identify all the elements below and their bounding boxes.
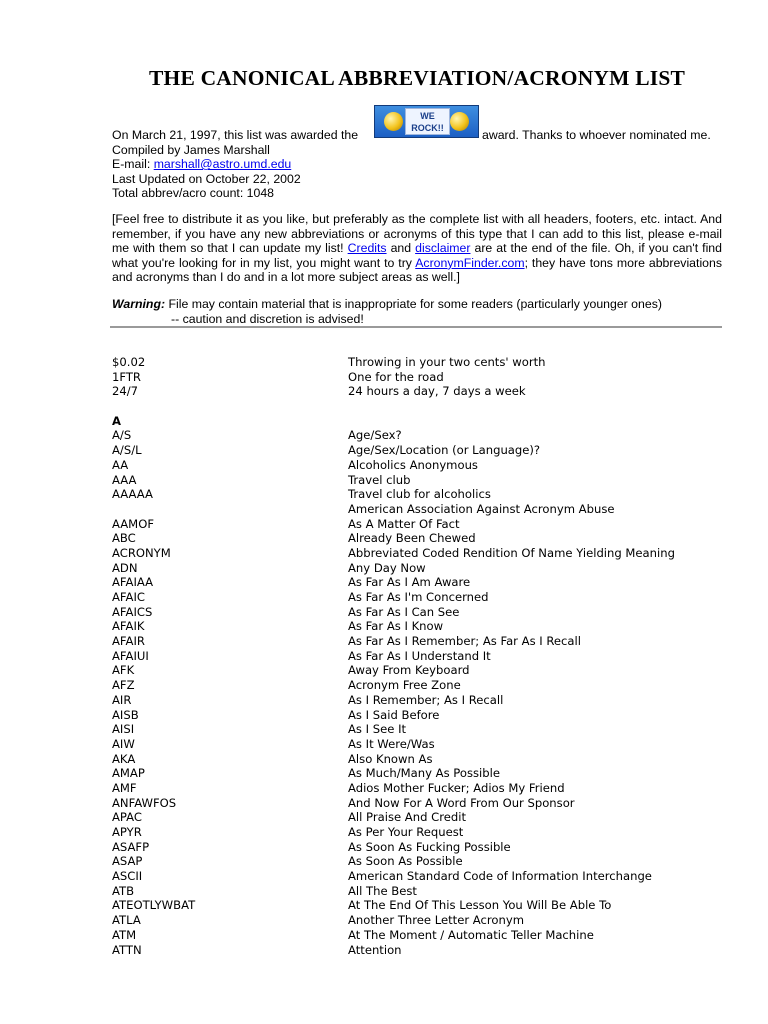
list-item: [112, 443, 541, 458]
abbreviation: ANFAWFOS: [112, 795, 177, 810]
list-item: [112, 575, 471, 590]
list-item: [112, 560, 426, 576]
abbreviation: AIW: [112, 736, 135, 751]
list-item: [112, 501, 615, 517]
disclaimer-link[interactable]: disclaimer: [415, 241, 471, 256]
abbreviation: AFAICS: [112, 604, 153, 619]
definition: All Praise And Credit: [348, 810, 466, 825]
abbreviation: AFAIR: [112, 634, 145, 649]
definition: Away From Keyboard: [348, 663, 470, 678]
abbreviation: ATB: [112, 883, 135, 898]
definition: As I See It: [348, 722, 407, 737]
list-item: [112, 355, 546, 370]
definition: At The Moment / Automatic Teller Machine: [348, 927, 594, 942]
header-info: [112, 111, 724, 201]
definition: As I Remember; As I Recall: [348, 692, 504, 707]
definition: As Far As I Remember; As Far As I Recall: [348, 634, 581, 649]
email-link[interactable]: marshall@astro.umd.edu: [153, 157, 292, 172]
definition: Adios Mother Fucker; Adios My Friend: [348, 780, 565, 795]
abbreviation: ATM: [112, 927, 137, 942]
definition: And Now For A Word From Our Sponsor: [348, 795, 575, 810]
abbreviation: ASCII: [112, 869, 143, 884]
definition: At The End Of This Lesson You Will Be Able To: [348, 898, 612, 913]
definition: Throwing in your two cents' worth: [348, 355, 546, 369]
list-item: [112, 545, 675, 561]
abbreviation: 24/7: [112, 384, 139, 399]
list-item: [112, 678, 461, 693]
list-item: [112, 751, 433, 767]
list-item: [112, 648, 491, 664]
definition: Another Three Letter Acronym: [348, 913, 525, 928]
definition: Already Been Chewed: [348, 531, 476, 546]
total-count: Total abbrev/acro count: 1048: [112, 186, 275, 201]
list-item: [112, 942, 402, 958]
list-item: [112, 619, 444, 634]
list-item: [112, 736, 435, 752]
definition: Attention: [348, 942, 402, 957]
definition: Abbreviated Coded Rendition Of Name Yielding Meaning: [348, 545, 675, 560]
list-item: [112, 472, 411, 488]
definition: As Far As I Am Aware: [348, 575, 471, 590]
abbreviation: AFAIK: [112, 619, 145, 634]
definition: One for the road: [348, 369, 444, 384]
list-item: [112, 795, 575, 811]
list-item: [112, 516, 460, 532]
we-rock-award-badge: [374, 105, 479, 138]
abbreviation: AFAIAA: [112, 575, 154, 590]
award-thanks: award. Thanks to whoever nominated me.: [482, 128, 711, 142]
definition: Any Day Now: [348, 560, 426, 575]
abbreviation: ATLA: [112, 913, 141, 928]
section-heading: A: [112, 413, 121, 428]
compiled-by: Compiled by James Marshall: [112, 142, 270, 157]
abbreviation: 1FTR: [112, 369, 141, 384]
definition: American Association Against Acronym Abuse: [348, 501, 615, 516]
list-item: [112, 707, 440, 723]
award-line: [112, 111, 724, 143]
definition: Acronym Free Zone: [348, 678, 461, 693]
list-item: [112, 692, 504, 708]
list-item: [112, 663, 470, 678]
spacer: [112, 399, 121, 414]
abbreviation: APYR: [112, 825, 142, 839]
section-a-entries: [112, 428, 675, 957]
abbreviation: AFAIUI: [112, 648, 149, 663]
definition: As Far As I Understand It: [348, 648, 491, 663]
definition: As Per Your Request: [348, 825, 464, 839]
abbreviation: AISI: [112, 722, 135, 737]
abbreviation: ASAP: [112, 854, 143, 869]
list-item: [112, 604, 460, 620]
definition: As Far As I'm Concerned: [348, 590, 489, 604]
definition: As Far As I Know: [348, 619, 444, 634]
abbreviation: AAMOF: [112, 516, 154, 531]
abbreviation: AA: [112, 457, 129, 472]
abbreviation: $0.02: [112, 355, 146, 369]
list-item: [112, 839, 511, 855]
email-line: E-mail: marshall@astro.umd.edu: [112, 157, 292, 172]
abbreviation: ADN: [112, 560, 138, 575]
divider: [110, 326, 722, 328]
abbreviation: AMAP: [112, 766, 145, 781]
last-updated: Last Updated on October 22, 2002: [112, 171, 301, 186]
definition: All The Best: [348, 883, 417, 898]
gold-ball-icon: [384, 112, 403, 131]
gold-ball-icon: [450, 112, 469, 131]
definition: As A Matter Of Fact: [348, 516, 460, 531]
credits-link[interactable]: Credits: [347, 241, 387, 256]
list-item: [112, 913, 525, 928]
definition: As I Said Before: [348, 707, 440, 722]
list-item: [112, 869, 652, 884]
list-item: [112, 780, 565, 796]
definition: As Soon As Possible: [348, 854, 463, 869]
abbreviation: AAAAA: [112, 487, 153, 502]
abbreviation: AAA: [112, 472, 137, 487]
list-item: [112, 722, 407, 737]
definition: Also Known As: [348, 751, 433, 766]
award-text: On March 21, 1997, this list was awarded the: [112, 128, 359, 142]
list-item: [112, 428, 402, 443]
definition: As Far As I Can See: [348, 604, 460, 619]
list-item: [112, 590, 489, 605]
abbreviation: ATTN: [112, 942, 142, 957]
abbreviation: ABC: [112, 531, 136, 546]
list-item: [112, 898, 612, 913]
abbreviation: APAC: [112, 810, 143, 825]
abbreviation: ASAFP: [112, 839, 150, 854]
abbreviation: A/S: [112, 428, 132, 443]
abbreviation: AISB: [112, 707, 139, 722]
abbreviation: AFK: [112, 663, 135, 678]
definition: Age/Sex/Location (or Language)?: [348, 443, 541, 458]
abbreviation: AMF: [112, 780, 137, 795]
definition: As Much/Many As Possible: [348, 766, 500, 781]
list-item: [112, 810, 466, 825]
intro-paragraph: [Feel free to distribute it as you like, but preferably as the complete list with all headers, footers, etc. intact. And remember, if you have any new abbreviations or acronyms of this type that I can add to this list, please e-mail me with them so that I can update my list! Credits and disclaimer are at the end of the file. Oh, if you can't find what you're looking for in my list, you might want to try AcronymFinder.com; they have tons more abbreviations and acronyms than I do and in a lot more subject areas as well.]: [112, 212, 722, 285]
list-item: [112, 927, 594, 943]
abbreviation: A/S/L: [112, 443, 142, 458]
definition: Age/Sex?: [348, 428, 402, 443]
definition: As It Were/Was: [348, 736, 435, 751]
warning-notice: Warning: File may contain material that is inappropriate for some readers (particularly younger ones) -- caution and discretion is advised!: [112, 297, 662, 326]
acronymfinder-link[interactable]: AcronymFinder.com: [415, 255, 525, 270]
abbreviation: AFAIC: [112, 590, 145, 604]
list-item: [112, 457, 478, 473]
definition: 24 hours a day, 7 days a week: [348, 384, 526, 399]
list-item: [112, 384, 526, 399]
definition: As Soon As Fucking Possible: [348, 839, 511, 854]
definition: Travel club for alcoholics: [348, 487, 491, 502]
abbreviation: ACRONYM: [112, 545, 171, 560]
list-item: [112, 487, 491, 502]
abbreviation: AIR: [112, 692, 132, 707]
acronym-list: [112, 355, 675, 957]
abbreviation: ATEOTLYWBAT: [112, 898, 196, 913]
abbreviation: AFZ: [112, 678, 135, 693]
definition: Alcoholics Anonymous: [348, 457, 478, 472]
top-entries: [112, 355, 546, 399]
list-item: [112, 634, 581, 649]
list-item: [112, 369, 444, 385]
page-title: THE CANONICAL ABBREVIATION/ACRONYM LIST: [148, 66, 686, 90]
abbreviation: AKA: [112, 751, 136, 766]
definition: Travel club: [348, 472, 411, 487]
list-item: [112, 766, 500, 781]
definition: American Standard Code of Information Interchange: [348, 869, 652, 884]
award-badge-label: WE ROCK!!: [405, 108, 450, 135]
list-item: [112, 531, 476, 546]
list-item: [112, 854, 463, 869]
list-item: [112, 883, 417, 899]
list-item: [112, 825, 464, 840]
warning-label: Warning:: [112, 297, 166, 311]
